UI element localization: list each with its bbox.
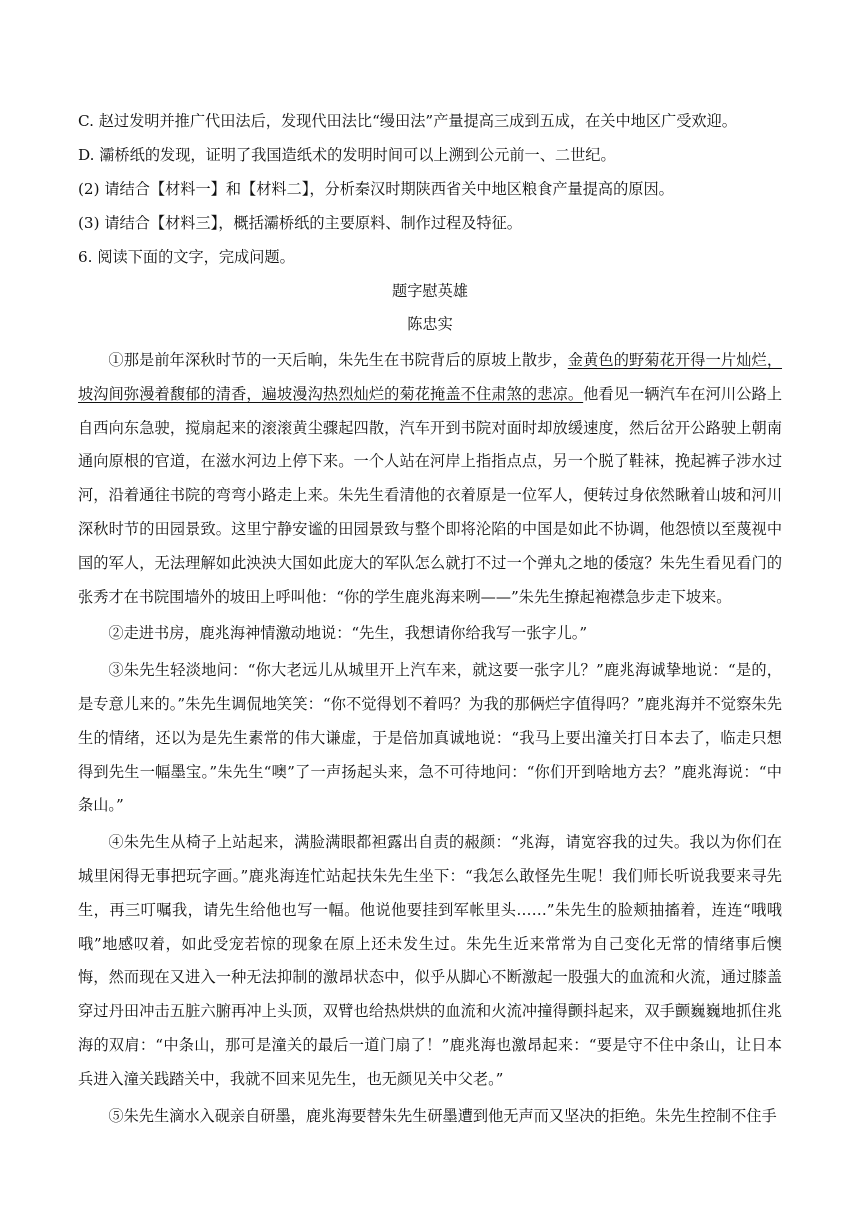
article-heading [78,278,782,338]
article-paragraph-5: ⑤朱先生滴水入砚亲自研墨，鹿兆海要替朱先生研墨遭到他无声而又坚决的拒绝。朱先生控制不住手 [108,1106,777,1125]
paragraph-1-opening: ①那是前年深秋时节的一天后晌，朱先生在书院背后的原坡上散步， [108,351,568,369]
underlined-sentence: 金黄色的野菊花开得一片灿烂，坡沟间弥漫着馥郁的清香，遍坡漫沟热烈灿烂的菊花掩盖不住肃煞的悲凉。 [78,351,783,403]
option-c: C. 赵过发明并推广代田法后，发现代田法比“缦田法”产量提高三成到五成，在关中地区广受欢迎。 [78,112,737,130]
article-author: 陈忠实 [407,315,453,333]
article-paragraph-4: ④朱先生从椅子上站起来，满脸满眼都袒露出自责的赧颜：“兆海，请宽容我的过失。我以为你们在城里闲得无事把玩字画。”鹿兆海连忙站起扶朱先生坐下：“我怎么敢怪先生呢！我们师长听说我要来寻先生，再三叮嘱我，请先生给他也写一幅。他说他要挂到军帐里头……”朱先生的脸颊抽搐着，连连“哦哦哦”地感叹着，如此受宠若惊的现象在原上还未发生过。朱先生近来常常为自己变化无常的情绪事后懊悔，然而现在又进入一种无法抑制的激昂状态中，似乎从脚心不断激起一股强大的血流和火流，通过膝盖穿过丹田冲击五脏六腑再冲上头顶，双臂也给热烘烘的血流和火流冲撞得颤抖起来，双手颤巍巍地抓住兆海的双肩：“中条山，那可是潼关的最后一道门扇了！”鹿兆海也激昂起来：“要是守不住中条山，让日本兵进入潼关践踏关中，我就不回来见先生，也无颜见关中父老。” [78,833,782,1088]
article-title: 题字慰英雄 [392,282,468,300]
document-page [78,108,782,1133]
paragraph-1-rest: 他看见一辆汽车在河川公路上自西向东急驶，搅扇起来的滚滚黄尘骤起四散，汽车开到书院对面时却放缓速度，然后岔开公路驶上朝南通向原根的官道，在滋水河边上停下来。一个人站在河岸上指指点点，另一个脱了鞋袜，挽起裤子涉水过河，沿着通往书院的弯弯小路走上来。朱先生看清他的衣着原是一位军人，便转过身依然瞅着山坡和河川深秋时节的田园景致。这里宁静安谧的田园景致与整个即将沦陷的中国是如此不协调，他怨愤以至蔑视中国的军人，无法理解如此泱泱大国如此庞大的军队怎么就打不过一个弹丸之地的倭寇？朱先生看见看门的张秀才在书院围墙外的坡田上呼叫他：“你的学生鹿兆海来咧——”朱先生撩起袍襟急步走下坡来。 [78,384,783,606]
article-paragraph-3: ③朱先生轻淡地问：“你大老远儿从城里开上汽车来，就这要一张字儿？”鹿兆海诚挚地说：“是的，是专意儿来的。”朱先生调侃地笑笑：“你不觉得划不着吗？为我的那俩烂字值得吗？”鹿兆海并不觉察朱先生的情绪，还以为是先生素常的伟大谦虚，于是倍加真诚地说：“我马上要出潼关打日本去了，临走只想得到先生一幅墨宝。”朱先生“噢”了一声扬起头来，急不可待地问：“你们开到啥地方去？”鹿兆海说：“中条山。” [78,661,782,815]
article-paragraph-1 [78,344,782,614]
question-2: (2) 请结合【材料一】和【材料二】，分析秦汉时期陕西省关中地区粮食产量提高的原因。 [78,180,674,198]
article-paragraph-2: ②走进书房，鹿兆海神情激动地说：“先生，我想请你给我写一张字儿。” [108,624,588,643]
option-d: D. 灞桥纸的发现，证明了我国造纸术的发明时间可以上溯到公元前一、二世纪。 [78,146,616,164]
question-6: 6. 阅读下面的文字，完成问题。 [78,248,295,266]
question-3: (3) 请结合【材料三】，概括灞桥纸的主要原料、制作过程及特征。 [78,214,522,232]
